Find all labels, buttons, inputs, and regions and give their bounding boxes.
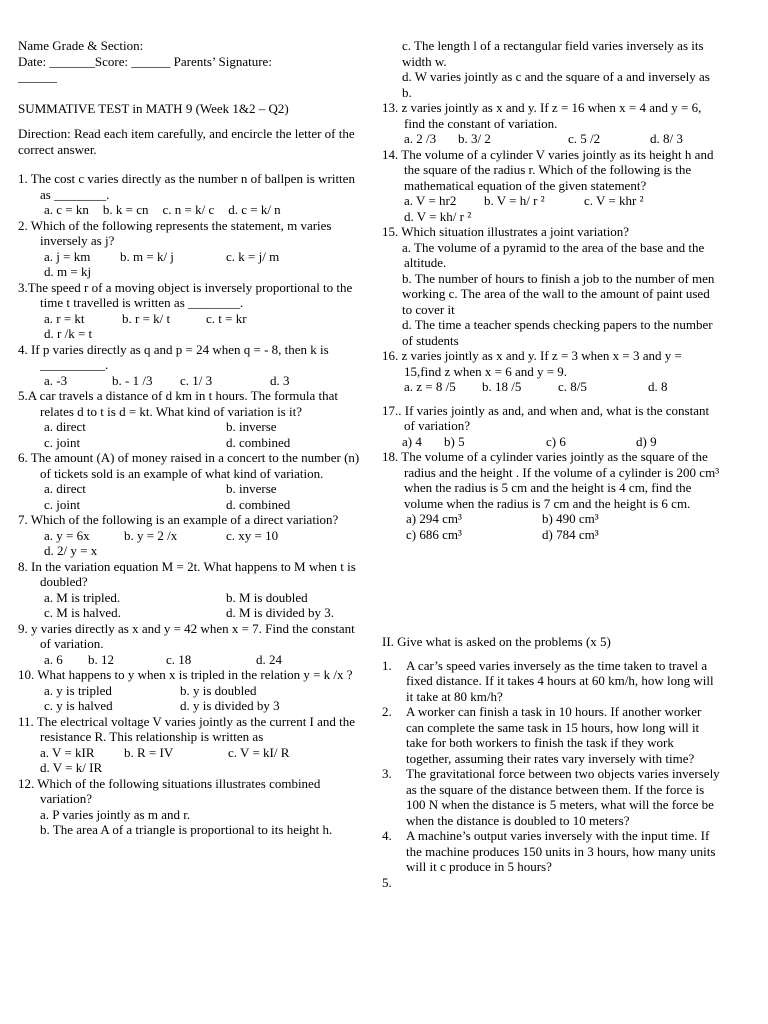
option-d[interactable]: d. M is divided by 3. (226, 605, 334, 620)
question-stem: 14. The volume of a cylinder V varies jointly as its height h and the square of the radius r. Which of the following is the mathematical equation of the given statement? (382, 146, 714, 193)
option-b[interactable]: b. inverse (226, 481, 277, 496)
option-d[interactable]: d. 8/ 3 (650, 131, 683, 146)
option-c[interactable]: c. k = j/ m (226, 248, 280, 264)
option-b[interactable]: b. 18 /5 (482, 379, 522, 394)
question-13 (382, 100, 722, 147)
option-b[interactable]: b. V = h/ r ² (484, 193, 545, 208)
problem-number: 4. (382, 828, 392, 843)
question-stem: 17.. If varies jointly as and, and when and, what is the constant of variation? (382, 402, 710, 433)
question-stem: 7. Which of the following is an example of a direct variation? (18, 512, 339, 527)
option-a[interactable]: a. -3 (44, 372, 68, 388)
option-b[interactable]: b. k = cn (102, 202, 149, 217)
problem-2 (382, 704, 722, 766)
option-d[interactable]: d. combined (226, 434, 291, 450)
option-c[interactable]: c. V = khr ² (584, 193, 644, 208)
option-a[interactable]: a. c = kn (44, 202, 89, 217)
question-9 (18, 621, 363, 668)
option-c[interactable]: c. y is halved (44, 698, 113, 713)
option-a[interactable]: a) 294 cm³ (406, 511, 462, 526)
option-c[interactable]: c) 6 (546, 433, 566, 449)
question-stem: 3.The speed r of a moving object is inversely proportional to the time t travelled is written as ________. (18, 279, 353, 310)
date-line-cont: ______ (18, 69, 57, 84)
option-b[interactable]: b) 490 cm³ (542, 511, 599, 526)
problem-text: A worker can finish a task in 10 hours. If another worker can complete the same task in 15 hours, how long will it take for both workers to finish the task if they work together, assuming their rates vary inversely with time? (406, 704, 702, 766)
option-c[interactable]: c. n = k/ c (162, 202, 215, 217)
option-c[interactable]: c. 1/ 3 (180, 372, 213, 388)
question-stem: 11. The electrical voltage V varies jointly as the current I and the resistance R. This relationship is written as (18, 713, 356, 744)
problem-text: A machine’s output varies inversely with the input time. If the machine produces 150 units in 3 hours, how many units will it c produce in 5 hours? (406, 828, 716, 874)
question-stem: 1. The cost c varies directly as the number n of ballpen is written as ________. (18, 171, 355, 202)
option-d[interactable]: d. 3 (270, 372, 290, 388)
option-b[interactable]: b. y is doubled (180, 682, 257, 698)
question-16 (382, 348, 722, 395)
option-d[interactable]: d. V = kh/ r ² (404, 208, 472, 224)
problem-1 (382, 658, 722, 705)
question-stem: 18. The volume of a cylinder varies jointly as the square of the radius and the height . If the volume of a cylinder is 200 cm³ when the radius is 5 cm and the height is 4 cm, find the volume when the radius is 7 cm and the height is 6 cm. (382, 449, 720, 511)
option-c[interactable]: c) 686 cm³ (406, 526, 462, 542)
problem-number: 1. (382, 657, 392, 673)
option-c[interactable]: c. 8/5 (558, 379, 587, 394)
problem-text: The gravitational force between two objects varies inversely as the square of the distance between them. If the force is 100 N when the distance is 5 meters, what will the force be when the distance is doubled to 10 meters? (406, 766, 720, 828)
question-stem: 6. The amount (A) of money raised in a concert to the number (n) of tickets sold is an example of what kind of variation. (18, 450, 360, 481)
question-stem: 16. z varies jointly as x and y. If z = 3 when x = 3 and y = 15,find z when x = 6 and y = 9. (382, 348, 682, 379)
option-a[interactable]: a. 6 (44, 651, 63, 667)
option-d[interactable]: d) 784 cm³ (542, 526, 599, 542)
option-b[interactable]: b) 5 (444, 433, 465, 449)
option-c[interactable]: c. 18 (166, 651, 192, 667)
problem-number: 5. (382, 874, 392, 890)
option-d[interactable]: d. r /k = t (44, 326, 93, 341)
question-12-continued (382, 38, 722, 100)
option-d[interactable]: d. W varies jointly as c and the square of a and inversely as b. (402, 69, 710, 100)
option-c[interactable]: c. joint (44, 496, 81, 512)
option-a[interactable]: a. j = km (44, 248, 91, 264)
option-d[interactable]: d. 8 (648, 379, 668, 394)
option-c[interactable]: c. t = kr (206, 310, 247, 326)
option-b[interactable]: b. - 1 /3 (112, 372, 153, 388)
option-d[interactable]: d. The time a teacher spends checking papers to the number of students (402, 317, 713, 348)
question-8 (18, 559, 363, 621)
option-b[interactable]: b. 3/ 2 (458, 131, 491, 146)
option-c[interactable]: c. The length l of a rectangular field varies inversely as its width w. (402, 38, 704, 69)
option-a[interactable]: a. direct (44, 481, 86, 496)
option-b[interactable]: b. inverse (226, 419, 277, 434)
option-b[interactable]: b. R = IV (124, 744, 174, 760)
name-line: Name Grade & Section: (18, 38, 144, 53)
question-2 (18, 218, 363, 280)
question-stem: 4. If p varies directly as q and p = 24 when q = - 8, then k is __________. (18, 341, 329, 372)
question-stem: 9. y varies directly as x and y = 42 when x = 7. Find the constant of variation. (18, 620, 355, 651)
question-stem: 12. Which of the following situations illustrates combined variation? (18, 775, 321, 806)
problem-5 (382, 875, 722, 891)
question-stem: 15. Which situation illustrates a joint variation? (382, 224, 630, 239)
option-a[interactable]: a. 2 /3 (404, 131, 437, 146)
option-d[interactable]: d. c = k/ n (228, 202, 281, 217)
option-d[interactable]: d. y is divided by 3 (180, 698, 280, 713)
question-7 (18, 512, 363, 559)
question-5 (18, 388, 363, 450)
question-stem: 8. In the variation equation M = 2t. What happens to M when t is doubled? (18, 558, 356, 589)
option-d[interactable]: d. 24 (256, 651, 282, 667)
left-column (18, 38, 363, 838)
option-b[interactable]: b. m = k/ j (120, 248, 174, 264)
option-b[interactable]: b. r = k/ t (122, 310, 171, 326)
option-a[interactable]: a. r = kt (44, 310, 85, 326)
question-12 (18, 776, 363, 838)
option-b[interactable]: b. 12 (88, 651, 114, 667)
option-b[interactable]: b. M is doubled (226, 589, 308, 605)
direction: Direction: Read each item carefully, and encircle the letter of the correct answer. (18, 126, 355, 157)
option-c[interactable]: c. M is halved. (44, 605, 121, 620)
option-a[interactable]: a. The volume of a pyramid to the area of the base and the altitude. (402, 239, 705, 270)
part-two (382, 634, 722, 890)
option-b[interactable]: b. y = 2 /x (124, 527, 178, 543)
option-a[interactable]: a. M is tripled. (44, 589, 121, 605)
option-b[interactable]: b. The number of hours to finish a job to the number of men working c. The area of the wall to the amount of paint used to cover it (402, 270, 715, 317)
question-18 (382, 449, 722, 542)
problem-number: 3. (382, 766, 392, 781)
option-a[interactable]: a. y is tripled (44, 682, 112, 698)
question-17 (382, 403, 722, 450)
date-line: Date: _______Score: ______ Parents’ Signature: (18, 53, 272, 69)
option-a[interactable]: a) 4 (402, 433, 422, 449)
question-stem: 13. z varies jointly as x and y. If z = 16 when x = 4 and y = 6, find the constant of variation. (382, 100, 702, 131)
question-3 (18, 280, 363, 342)
option-a[interactable]: a. direct (44, 419, 86, 434)
option-c[interactable]: c. V = kI/ R (228, 744, 290, 760)
option-a[interactable]: a. z = 8 /5 (404, 379, 456, 394)
option-a[interactable]: a. V = hr2 (404, 193, 457, 208)
option-a[interactable]: a. V = kIR (40, 744, 95, 760)
question-15 (382, 224, 722, 348)
option-d[interactable]: d) 9 (636, 433, 657, 449)
problem-3 (382, 766, 722, 828)
option-c[interactable]: c. xy = 10 (226, 527, 279, 543)
option-d[interactable]: d. V = k/ IR (40, 760, 103, 775)
question-14 (382, 147, 722, 225)
option-d[interactable]: d. m = kj (44, 264, 92, 279)
question-1 (18, 171, 363, 218)
question-4 (18, 342, 363, 389)
part-two-title: II. Give what is asked on the problems (x 5) (382, 634, 611, 649)
option-c[interactable]: c. 5 /2 (568, 131, 601, 146)
problem-text: A car’s speed varies inversely as the time taken to travel a fixed distance. If it takes 4 hours at 60 km/h, how long will it take at 80 km/h? (406, 657, 714, 704)
option-a[interactable]: a. P varies jointly as m and r. (40, 806, 191, 822)
problem-number: 2. (382, 704, 392, 719)
option-d[interactable]: d. 2/ y = x (44, 543, 98, 558)
option-a[interactable]: a. y = 6x (44, 527, 90, 543)
question-stem: 2. Which of the following represents the statement, m varies inversely as j? (18, 217, 332, 248)
question-11 (18, 714, 363, 776)
page-title: SUMMATIVE TEST in MATH 9 (Week 1&2 – Q2) (18, 100, 289, 116)
option-c[interactable]: c. joint (44, 434, 81, 450)
right-column (382, 38, 722, 890)
option-b[interactable]: b. The area A of a triangle is proportional to its height h. (40, 822, 333, 837)
option-d[interactable]: d. combined (226, 496, 291, 512)
problem-4 (382, 828, 722, 875)
question-10 (18, 667, 363, 714)
question-stem: 5.A car travels a distance of d km in t hours. The formula that relates d to t is d = kt. What kind of variation is it? (18, 388, 338, 419)
question-stem: 10. What happens to y when x is tripled in the relation y = k /x ? (18, 667, 353, 682)
question-6 (18, 450, 363, 512)
